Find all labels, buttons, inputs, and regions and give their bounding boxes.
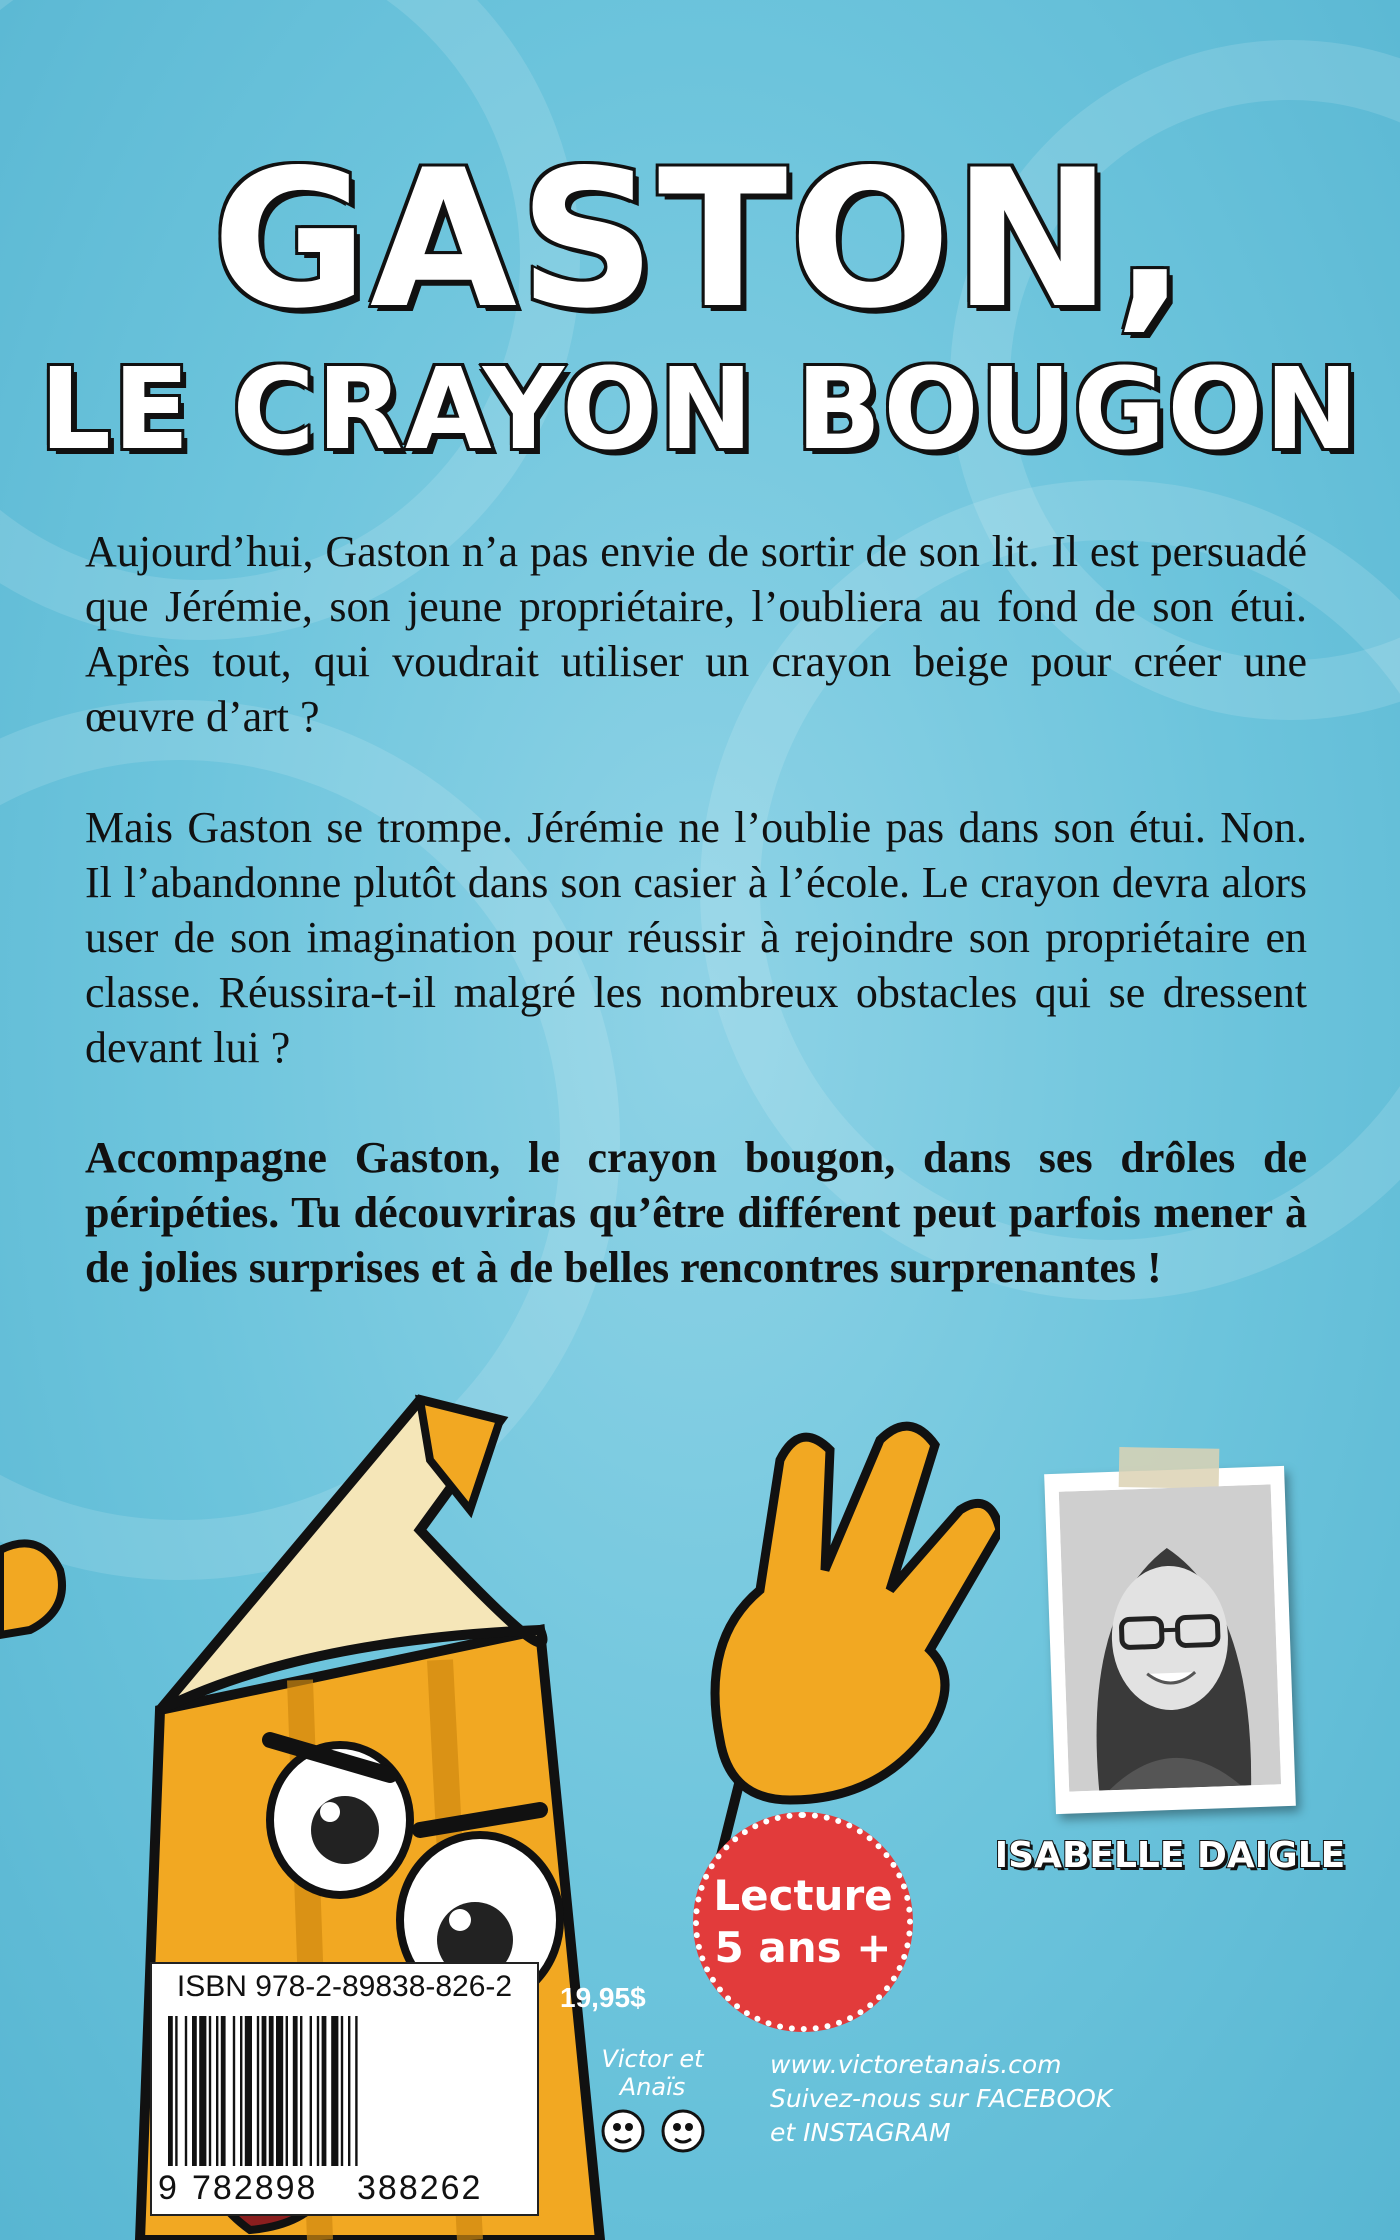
publisher-name: Victor et Anaïs <box>601 2045 704 2101</box>
publisher-website-link[interactable]: www.victoretanais.com <box>770 2050 1062 2079</box>
barcode-bar <box>257 2016 259 2166</box>
barcode-bar <box>276 2016 283 2166</box>
barcode-bar <box>355 2016 357 2166</box>
age-badge <box>693 1812 913 2032</box>
barcode-bar <box>348 2016 350 2166</box>
barcode-bar <box>245 2016 252 2166</box>
blurb-paragraph-3: Accompagne Gaston, le crayon bougon, dans ses drôles de péripéties. Tu découvriras qu’être différent peut parfois mener à de jolies surprises et à de belles rencontres surprenantes ! <box>85 1133 1307 1292</box>
barcode-digits-right: 388262 <box>357 2169 483 2207</box>
barcode-bar <box>300 2016 302 2166</box>
barcode-digits-left: 782898 <box>192 2169 318 2207</box>
barcode-bar <box>221 2016 226 2166</box>
age-badge-line-2: 5 ans + <box>714 1923 892 1972</box>
publisher-contact <box>770 2048 1112 2150</box>
barcode-box <box>150 1962 539 2216</box>
book-title-line-1: GASTON, <box>211 129 1189 350</box>
author-photo-frame <box>1044 1466 1296 1814</box>
barcode-bar <box>175 2016 177 2166</box>
blurb-paragraph-1: Aujourd’hui, Gaston n’a pas envie de sortir de son lit. Il est persuadé que Jérémie, son jeune propriétaire, l’oubliera au fond de son étui. Après tout, qui voudrait utiliser un crayon beige pour créer une œuvre d’art ? <box>85 527 1307 741</box>
barcode-digit-first: 9 <box>158 2169 179 2207</box>
barcode-bar <box>341 2016 343 2166</box>
barcode-bar <box>216 2016 218 2166</box>
tape-strip <box>1119 1447 1220 1489</box>
publisher-mascots-icon <box>583 2101 723 2161</box>
pencil-left-hand <box>0 1543 62 1635</box>
barcode-bar <box>269 2016 274 2166</box>
barcode-bar <box>322 2016 327 2166</box>
barcode-bar <box>240 2016 242 2166</box>
publisher-logo <box>565 2045 740 2165</box>
barcode-bar <box>192 2016 197 2166</box>
barcode-bar <box>331 2016 338 2166</box>
social-follow-line-2: et INSTAGRAM <box>770 2118 951 2147</box>
barcode-bar <box>310 2016 312 2166</box>
barcode-bar <box>168 2016 173 2166</box>
barcode-icon <box>164 2016 524 2166</box>
barcode-bar <box>293 2016 298 2166</box>
barcode-bar <box>286 2016 288 2166</box>
barcode-bar <box>209 2016 211 2166</box>
barcode-bar <box>199 2016 206 2166</box>
author-photo <box>1059 1484 1281 1791</box>
author-name: ISABELLE DAIGLE <box>994 1835 1346 1876</box>
barcode-bar <box>317 2016 319 2166</box>
barcode-bar <box>262 2016 267 2166</box>
barcode-bar <box>185 2016 187 2166</box>
book-title-line-2: LE CRAYON BOUGON <box>39 345 1361 475</box>
isbn-label: ISBN 978-2-89838-826-2 <box>176 1970 513 2003</box>
age-badge-line-1: Lecture <box>713 1871 893 1920</box>
price: 19,95$ <box>560 1982 646 2013</box>
barcode-bar <box>233 2016 235 2166</box>
blurb-paragraph-2: Mais Gaston se trompe. Jérémie ne l’oublie pas dans son étui. Non. Il l’abandonne plutôt dans son casier à l’école. Le crayon devra alors user de son imagination pour réussir à rejoindre son propriétaire en classe. Réussira-t-il malgré les nombreux obstacles qui se dressent devant lui ? <box>85 803 1307 1072</box>
social-follow-line-1: Suivez-nous sur FACEBOOK <box>770 2084 1113 2113</box>
